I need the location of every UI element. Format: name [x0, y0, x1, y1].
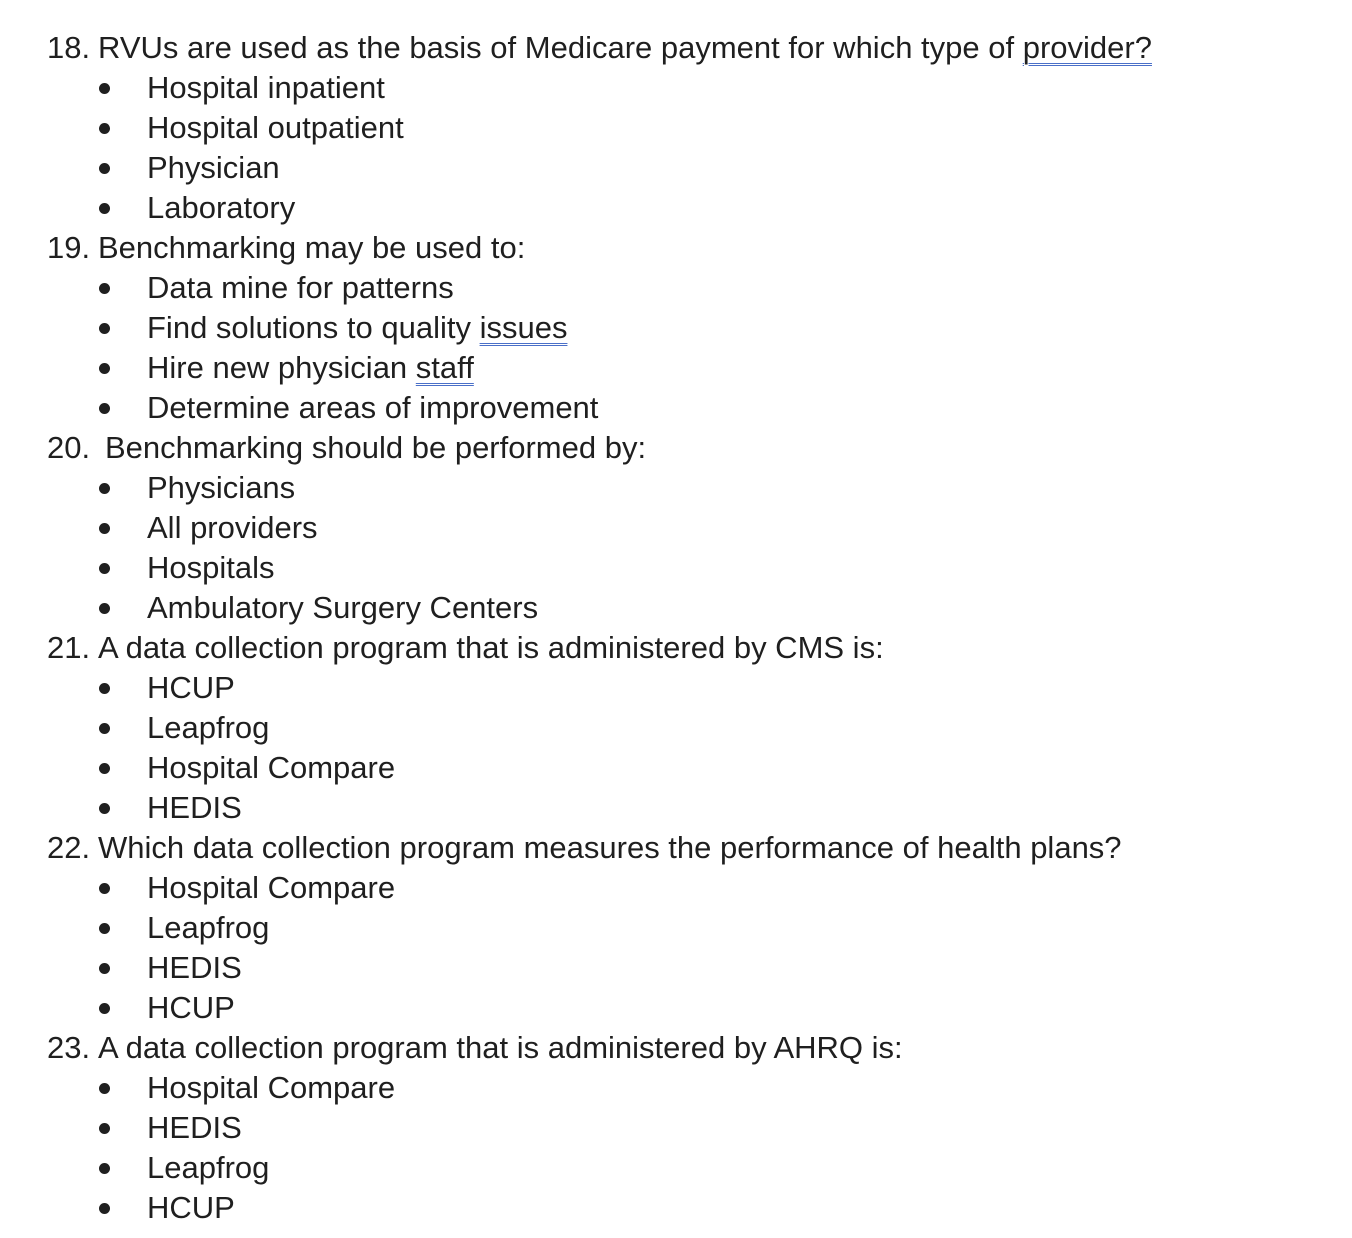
option-label: HCUP: [147, 990, 235, 1025]
bullet-icon: [99, 403, 110, 414]
bullet-icon: [99, 283, 110, 294]
bullet-icon: [99, 683, 110, 694]
option-label: Hire new physician: [147, 350, 416, 385]
document-body: [0, 28, 1352, 1228]
question-number: 23.: [47, 1030, 91, 1065]
answer-option: [0, 708, 1352, 748]
question-21: [0, 628, 1352, 828]
answer-option: [0, 988, 1352, 1028]
answer-options: [0, 1068, 1352, 1228]
option-label: HEDIS: [147, 950, 242, 985]
answer-option: [0, 388, 1352, 428]
answer-option: [0, 948, 1352, 988]
answer-options: [0, 468, 1352, 628]
bullet-icon: [99, 923, 110, 934]
option-label: Leapfrog: [147, 1150, 270, 1185]
answer-option: [0, 268, 1352, 308]
bullet-icon: [99, 563, 110, 574]
question-23: [0, 1028, 1352, 1228]
option-label: Laboratory: [147, 190, 296, 225]
bullet-icon: [99, 603, 110, 614]
answer-option: [0, 668, 1352, 708]
question-text: [0, 428, 1352, 468]
option-label: Hospitals: [147, 550, 275, 585]
option-label: HEDIS: [147, 1110, 242, 1145]
option-label: Find solutions to quality: [147, 310, 480, 345]
bullet-icon: [99, 1083, 110, 1094]
answer-option: [0, 788, 1352, 828]
option-label: Data mine for patterns: [147, 270, 454, 305]
bullet-icon: [99, 523, 110, 534]
question-number: 21.: [47, 630, 91, 665]
question-18: [0, 28, 1352, 228]
answer-option: [0, 348, 1352, 388]
bullet-icon: [99, 1003, 110, 1014]
question-text: [0, 228, 1352, 268]
bullet-icon: [99, 723, 110, 734]
spellcheck-underlined-word: issues: [479, 310, 568, 345]
option-label: Determine areas of improvement: [147, 390, 599, 425]
answer-options: [0, 668, 1352, 828]
answer-option: [0, 1148, 1352, 1188]
answer-option: [0, 1068, 1352, 1108]
option-label: Hospital Compare: [147, 1070, 396, 1105]
option-label: Leapfrog: [147, 910, 270, 945]
bullet-icon: [99, 363, 110, 374]
answer-option: [0, 1188, 1352, 1228]
option-label: Leapfrog: [147, 710, 270, 745]
bullet-icon: [99, 1123, 110, 1134]
spellcheck-underlined-word: provider?: [1022, 30, 1152, 65]
bullet-icon: [99, 763, 110, 774]
question-stem: A data collection program that is administered by AHRQ is:: [98, 1030, 903, 1065]
option-label: Physician: [147, 150, 280, 185]
option-label: All providers: [147, 510, 318, 545]
question-20: [0, 428, 1352, 628]
bullet-icon: [99, 1163, 110, 1174]
option-label: HEDIS: [147, 790, 242, 825]
bullet-icon: [99, 203, 110, 214]
answer-option: [0, 68, 1352, 108]
question-text: [0, 628, 1352, 668]
spellcheck-underlined-word: staff: [415, 350, 474, 385]
option-label: Hospital outpatient: [147, 110, 404, 145]
question-stem: Benchmarking may be used to:: [98, 230, 526, 265]
option-label: HCUP: [147, 1190, 235, 1225]
bullet-icon: [99, 1203, 110, 1214]
answer-option: [0, 508, 1352, 548]
answer-option: [0, 868, 1352, 908]
answer-option: [0, 108, 1352, 148]
bullet-icon: [99, 483, 110, 494]
bullet-icon: [99, 323, 110, 334]
answer-option: [0, 548, 1352, 588]
answer-option: [0, 748, 1352, 788]
answer-option: [0, 308, 1352, 348]
bullet-icon: [99, 83, 110, 94]
bullet-icon: [99, 963, 110, 974]
answer-options: [0, 268, 1352, 428]
answer-option: [0, 588, 1352, 628]
answer-options: [0, 68, 1352, 228]
option-label: Ambulatory Surgery Centers: [147, 590, 539, 625]
question-text: [0, 828, 1352, 868]
bullet-icon: [99, 123, 110, 134]
question-number: 20.: [47, 430, 91, 465]
question-number: 22.: [47, 830, 91, 865]
question-number: 19.: [47, 230, 91, 265]
bullet-icon: [99, 883, 110, 894]
bullet-icon: [99, 803, 110, 814]
question-stem: Which data collection program measures the performance of health plans?: [98, 830, 1122, 865]
question-stem: RVUs are used as the basis of Medicare payment for which type of: [98, 30, 1023, 65]
option-label: Physicians: [147, 470, 296, 505]
option-label: Hospital inpatient: [147, 70, 385, 105]
answer-option: [0, 188, 1352, 228]
answer-options: [0, 868, 1352, 1028]
question-text: [0, 28, 1352, 68]
answer-option: [0, 908, 1352, 948]
question-22: [0, 828, 1352, 1028]
answer-option: [0, 468, 1352, 508]
question-number: 18.: [47, 30, 91, 65]
option-label: Hospital Compare: [147, 870, 396, 905]
question-19: [0, 228, 1352, 428]
question-stem: A data collection program that is administered by CMS is:: [98, 630, 884, 665]
answer-option: [0, 1108, 1352, 1148]
bullet-icon: [99, 163, 110, 174]
answer-option: [0, 148, 1352, 188]
question-stem: Benchmarking should be performed by:: [105, 430, 647, 465]
option-label: Hospital Compare: [147, 750, 396, 785]
question-text: [0, 1028, 1352, 1068]
option-label: HCUP: [147, 670, 235, 705]
